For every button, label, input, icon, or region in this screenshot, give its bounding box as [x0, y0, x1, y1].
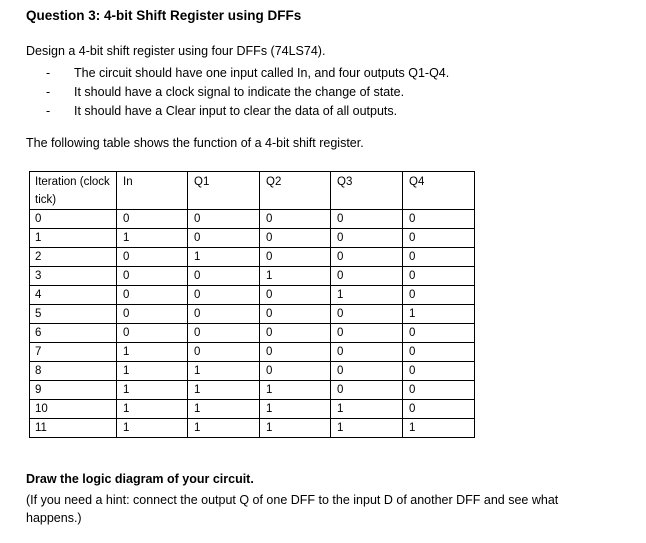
- cell-q4: 0: [403, 362, 475, 381]
- bullet-dash: -: [46, 66, 51, 80]
- table-row: [30, 400, 475, 419]
- cell-q3: 0: [331, 229, 403, 248]
- cell-q4: 1: [403, 305, 475, 324]
- cell-in: 1: [117, 229, 188, 248]
- cell-q3: 0: [331, 324, 403, 343]
- requirement-text: It should have a clock signal to indicate the change of state.: [74, 85, 405, 99]
- cell-q4: 0: [403, 286, 475, 305]
- bullet-dash: -: [46, 85, 51, 99]
- cell-iteration: 3: [30, 267, 117, 286]
- cell-in: 1: [117, 362, 188, 381]
- cell-q4: 0: [403, 267, 475, 286]
- table-row: [30, 419, 475, 438]
- cell-q1: 0: [188, 267, 260, 286]
- cell-iteration: 9: [30, 381, 117, 400]
- bullet-dash: -: [46, 104, 51, 118]
- intro-text: Design a 4-bit shift register using four DFFs (74LS74).: [26, 44, 326, 58]
- shift-register-table: [29, 171, 475, 438]
- cell-q1: 0: [188, 305, 260, 324]
- cell-q1: 1: [188, 248, 260, 267]
- cell-q1: 1: [188, 381, 260, 400]
- requirement-text: It should have a Clear input to clear the data of all outputs.: [74, 104, 398, 118]
- cell-in: 0: [117, 305, 188, 324]
- cell-iteration: 0: [30, 210, 117, 229]
- cell-q3: 1: [331, 400, 403, 419]
- header-iteration: Iteration (clock tick): [30, 172, 117, 210]
- cell-in: 0: [117, 248, 188, 267]
- cell-q1: 0: [188, 286, 260, 305]
- cell-q2: 1: [260, 419, 331, 438]
- cell-q2: 1: [260, 400, 331, 419]
- header-in: In: [117, 172, 188, 210]
- cell-iteration: 4: [30, 286, 117, 305]
- cell-in: 1: [117, 400, 188, 419]
- table-row: [30, 248, 475, 267]
- cell-in: 0: [117, 324, 188, 343]
- cell-q4: 0: [403, 400, 475, 419]
- cell-q3: 0: [331, 305, 403, 324]
- cell-q2: 0: [260, 248, 331, 267]
- requirements-list: [26, 64, 449, 121]
- table-row: [30, 229, 475, 248]
- requirement-item: [26, 83, 449, 102]
- cell-iteration: 1: [30, 229, 117, 248]
- table-row: [30, 381, 475, 400]
- cell-q2: 0: [260, 362, 331, 381]
- cell-iteration: 6: [30, 324, 117, 343]
- table-row: [30, 286, 475, 305]
- cell-q2: 0: [260, 343, 331, 362]
- cell-q3: 0: [331, 343, 403, 362]
- question-title: Question 3: 4-bit Shift Register using DFFs: [26, 8, 302, 23]
- cell-q2: 1: [260, 267, 331, 286]
- header-q1: Q1: [188, 172, 260, 210]
- cell-q3: 0: [331, 381, 403, 400]
- cell-q1: 0: [188, 324, 260, 343]
- cell-q4: 0: [403, 210, 475, 229]
- cell-q1: 0: [188, 343, 260, 362]
- cell-q3: 0: [331, 210, 403, 229]
- header-q3: Q3: [331, 172, 403, 210]
- cell-q1: 1: [188, 362, 260, 381]
- cell-q2: 0: [260, 229, 331, 248]
- cell-q4: 0: [403, 248, 475, 267]
- cell-iteration: 5: [30, 305, 117, 324]
- requirement-text: The circuit should have one input called In, and four outputs Q1-Q4.: [74, 66, 450, 80]
- cell-q3: 0: [331, 267, 403, 286]
- cell-iteration: 11: [30, 419, 117, 438]
- requirement-item: [26, 102, 449, 121]
- cell-iteration: 8: [30, 362, 117, 381]
- cell-q1: 1: [188, 419, 260, 438]
- table-header-row: [30, 172, 475, 210]
- cell-q1: 0: [188, 210, 260, 229]
- cell-q3: 1: [331, 419, 403, 438]
- table-row: [30, 362, 475, 381]
- table-caption: The following table shows the function of a 4-bit shift register.: [26, 136, 364, 150]
- header-q2: Q2: [260, 172, 331, 210]
- cell-q2: 0: [260, 286, 331, 305]
- cell-q4: 0: [403, 381, 475, 400]
- table-row: [30, 210, 475, 229]
- cell-q2: 1: [260, 381, 331, 400]
- cell-iteration: 2: [30, 248, 117, 267]
- draw-instruction: Draw the logic diagram of your circuit.: [26, 472, 254, 486]
- cell-q1: 0: [188, 229, 260, 248]
- table-row: [30, 305, 475, 324]
- cell-iteration: 10: [30, 400, 117, 419]
- cell-q1: 1: [188, 400, 260, 419]
- cell-q2: 0: [260, 324, 331, 343]
- cell-q3: 0: [331, 362, 403, 381]
- cell-q4: 0: [403, 229, 475, 248]
- cell-in: 1: [117, 343, 188, 362]
- table-body: [30, 210, 475, 438]
- cell-q4: 0: [403, 343, 475, 362]
- table-row: [30, 343, 475, 362]
- cell-in: 0: [117, 210, 188, 229]
- requirement-item: [26, 64, 449, 83]
- cell-in: 1: [117, 419, 188, 438]
- cell-in: 0: [117, 267, 188, 286]
- table-row: [30, 267, 475, 286]
- cell-q2: 0: [260, 210, 331, 229]
- hint-text: (If you need a hint: connect the output Q of one DFF to the input D of another DFF and see what happens.): [26, 493, 559, 525]
- header-q4: Q4: [403, 172, 475, 210]
- cell-in: 1: [117, 381, 188, 400]
- cell-q4: 1: [403, 419, 475, 438]
- cell-in: 0: [117, 286, 188, 305]
- cell-iteration: 7: [30, 343, 117, 362]
- table-row: [30, 324, 475, 343]
- cell-q3: 0: [331, 248, 403, 267]
- cell-q4: 0: [403, 324, 475, 343]
- cell-q3: 1: [331, 286, 403, 305]
- cell-q2: 0: [260, 305, 331, 324]
